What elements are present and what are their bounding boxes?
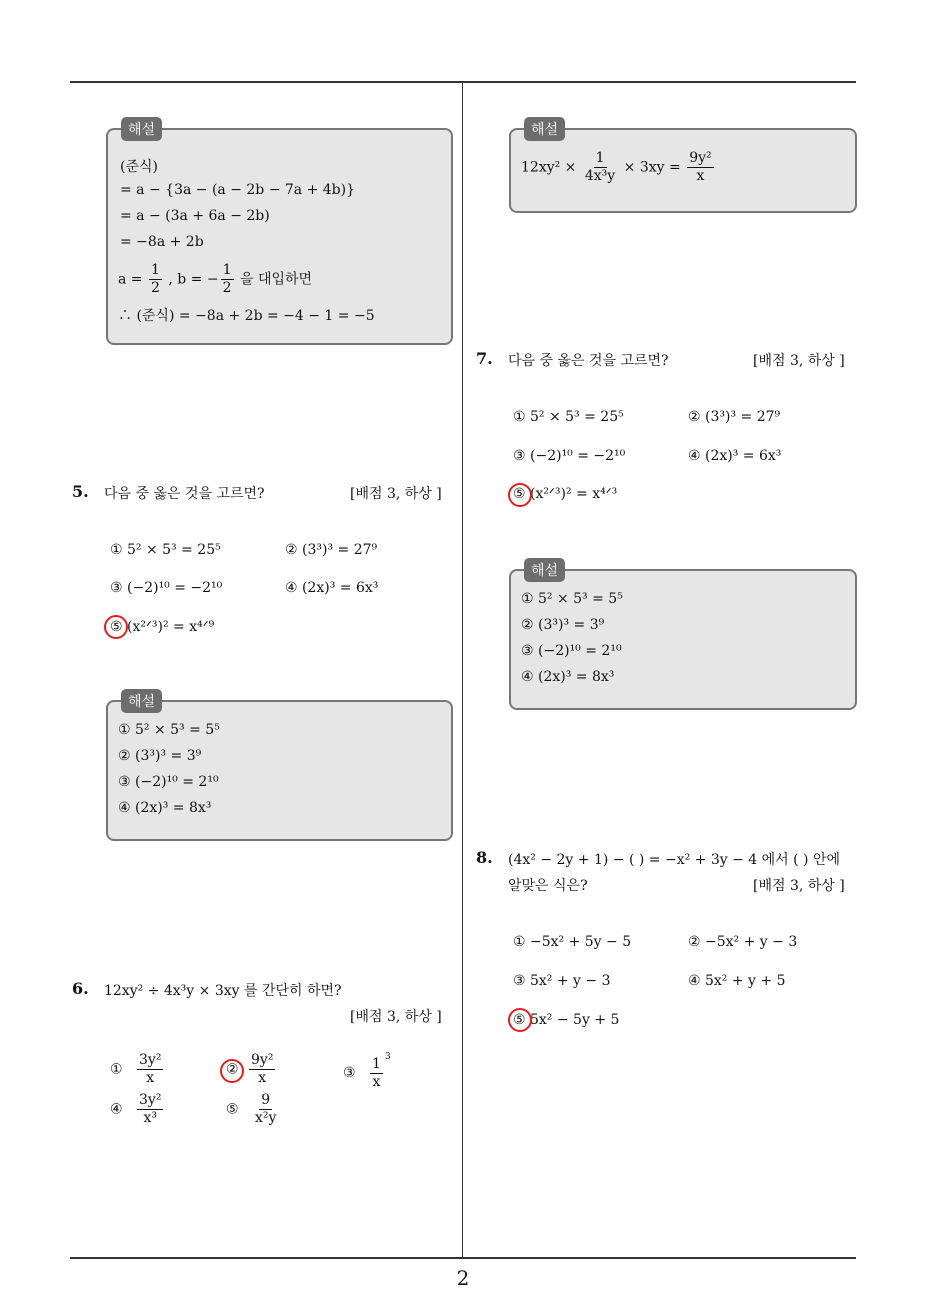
- explanation-tag: 해설: [121, 117, 162, 141]
- option-3[interactable]: ③ 5x² + y − 3: [513, 973, 611, 989]
- option-2[interactable]: ② $\frac{\text{9y²}}{x}$: [226, 1052, 274, 1086]
- option-2[interactable]: ② (3³)³ = 27⁹: [285, 542, 378, 558]
- option-1[interactable]: ① 5² × 5³ = 25⁵: [513, 409, 624, 425]
- question-text: (4x² − 2y + 1) − ( ) = −x² + 3y − 4 에서 ( ) 안에: [508, 852, 841, 868]
- explanation-tag: 해설: [524, 117, 565, 141]
- question-number: 7.: [476, 349, 493, 368]
- question-points: [배점 3, 하상 ]: [350, 486, 442, 502]
- question-points: [배점 3, 하상 ]: [753, 353, 845, 369]
- option-1[interactable]: ① $\frac{\text{3y²}}{x}$: [110, 1052, 162, 1086]
- answer-circle-mark: [104, 615, 128, 639]
- option-4[interactable]: ④ (2x)³ = 6x³: [688, 448, 782, 464]
- question-number: 8.: [476, 848, 493, 867]
- bottom-rule: [70, 1257, 856, 1259]
- explanation-substitution: a = $\frac{1}{2}$ , b = − $\frac{1}{2}$ 을 대입하면: [118, 262, 313, 296]
- explanation-line: ② (3³)³ = 3⁹: [521, 617, 605, 633]
- option-5[interactable]: ⑤ 5x² − 5y + 5: [513, 1012, 620, 1028]
- question-points: [배점 3, 하상 ]: [350, 1009, 442, 1025]
- question-number: 6.: [72, 979, 89, 998]
- question-points: [배점 3, 하상 ]: [753, 878, 845, 894]
- option-4[interactable]: ④ 5x² + y + 5: [688, 973, 786, 989]
- option-1[interactable]: ① 5² × 5³ = 25⁵: [110, 542, 221, 558]
- top-rule: [70, 81, 856, 83]
- explanation-line: = −8a + 2b: [120, 234, 204, 250]
- explanation-line: ② (3³)³ = 3⁹: [118, 748, 202, 764]
- option-3[interactable]: ③ (−2)¹⁰ = −2¹⁰: [513, 448, 626, 464]
- explanation-line: ① 5² × 5³ = 5⁵: [118, 722, 220, 738]
- option-5[interactable]: ⑤ (x²ᐟ³)² = x⁴ᐟ⁹: [110, 619, 215, 635]
- column-divider: [462, 83, 463, 1259]
- option-5[interactable]: ⑤ (x²ᐟ³)² = x⁴ᐟ³: [513, 486, 618, 502]
- explanation-result: ∴ (준식) = −8a + 2b = −4 − 1 = −5: [118, 308, 375, 324]
- explanation-tag: 해설: [121, 689, 162, 713]
- explanation-line: ③ (−2)¹⁰ = 2¹⁰: [118, 774, 219, 790]
- option-3[interactable]: ③ $\frac{1}{x}$ $^3$: [343, 1052, 391, 1090]
- option-2[interactable]: ② −5x² + y − 3: [688, 934, 798, 950]
- option-2[interactable]: ② (3³)³ = 27⁹: [688, 409, 781, 425]
- explanation-line: ③ (−2)¹⁰ = 2¹⁰: [521, 643, 622, 659]
- question-text: 다음 중 옳은 것을 고르면?: [508, 353, 669, 369]
- explanation-line: ④ (2x)³ = 8x³: [521, 669, 615, 685]
- answer-circle-mark: [220, 1059, 244, 1083]
- option-1[interactable]: ① −5x² + 5y − 5: [513, 934, 632, 950]
- answer-circle-mark: [508, 1008, 532, 1032]
- explanation-line: ① 5² × 5³ = 5⁵: [521, 591, 623, 607]
- page-number: 2: [456, 1266, 470, 1290]
- question-number: 5.: [72, 482, 89, 501]
- explanation-line: (준식): [120, 159, 158, 175]
- answer-circle-mark: [508, 483, 532, 507]
- explanation-equation: 12xy² × $\frac{1}{\text{4x³y}}$ × 3xy = $\frac{\text{9y²}}{x}$: [521, 150, 712, 184]
- option-3[interactable]: ③ (−2)¹⁰ = −2¹⁰: [110, 580, 223, 596]
- explanation-line: ④ (2x)³ = 8x³: [118, 800, 212, 816]
- question-text: 다음 중 옳은 것을 고르면?: [104, 486, 265, 502]
- question-text-continued: 알맞은 식은?: [508, 878, 588, 894]
- explanation-line: = a − (3a + 6a − 2b): [120, 208, 270, 224]
- option-4[interactable]: ④ (2x)³ = 6x³: [285, 580, 379, 596]
- explanation-tag: 해설: [524, 558, 565, 582]
- option-5[interactable]: ⑤ $\frac{9}{\text{x²y}}$: [226, 1092, 277, 1126]
- option-4[interactable]: ④ $\frac{\text{3y²}}{\text{x³}}$: [110, 1092, 162, 1126]
- explanation-line: = a − {3a − (a − 2b − 7a + 4b)}: [120, 182, 356, 198]
- question-text: 12xy² ÷ 4x³y × 3xy 를 간단히 하면?: [104, 983, 342, 999]
